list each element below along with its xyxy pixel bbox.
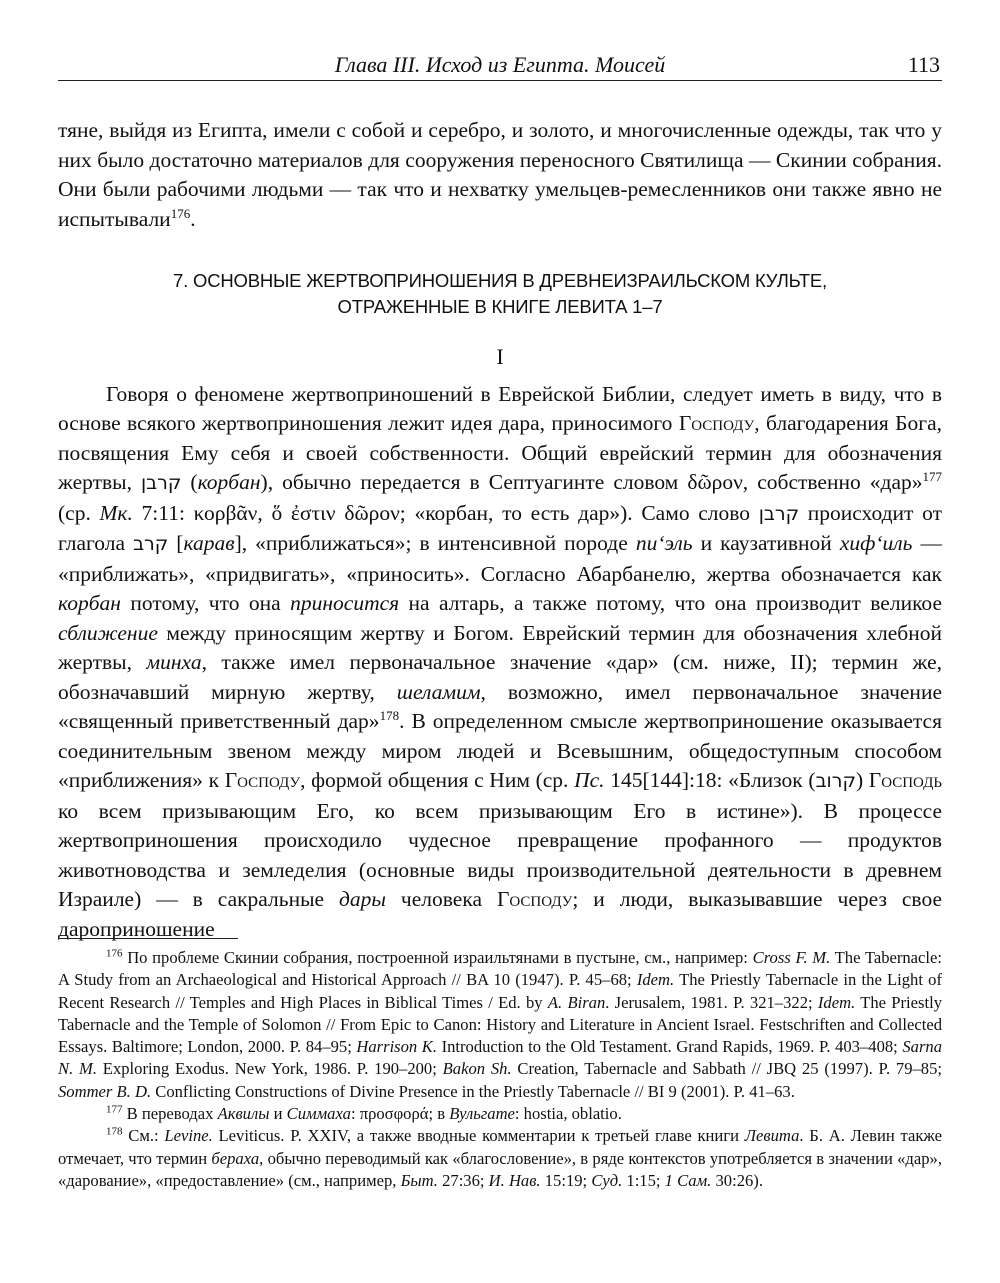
text-run: Аквилы (217, 1104, 270, 1124)
page-header (58, 50, 942, 81)
text-run: И. Нав. (488, 1170, 541, 1190)
text-run: Суд. (591, 1170, 623, 1190)
text-run: [ (168, 531, 184, 555)
text-run: минха (146, 650, 202, 674)
text-run: ], «приближаться»; в интенсивной породе (234, 531, 636, 555)
text-run: . Б. А. Левин также отмечает, что термин (58, 1126, 943, 1168)
text-run: приносится (290, 591, 400, 615)
text-run: 30:26). (711, 1170, 763, 1190)
text-run: Leviticus. P. XXIV, а также вводные комментарии к третьей главе книги (212, 1126, 745, 1146)
text-run: ) (855, 768, 869, 792)
text-run: : προσφορά; в (350, 1104, 450, 1124)
footnotes (58, 947, 942, 1192)
text-run: 177 (106, 1103, 123, 1116)
text-run: . Jerusalem, 1981. P. 321–322; (605, 992, 818, 1012)
text-run: Cross F. M. (752, 948, 831, 967)
text-run: ), обычно передается в Септуагинте словом δῶρον, собственно «дар» (260, 470, 923, 494)
text-run: дары (339, 887, 386, 911)
text-run: Господь (868, 768, 942, 792)
text-run: A. Biran (547, 992, 606, 1012)
text-run: , благодарения Бога, посвящения Ему себя и своей собственности. Общий еврейский термин для обозначения жертвы, (58, 411, 942, 494)
text-run: 1 Сам. (664, 1170, 712, 1190)
text-run: происходит от глагола (58, 500, 942, 555)
text-run: В переводах (122, 1104, 218, 1124)
text-run: Говоря о феномене жертвоприношений в Еврейской Библии, следует иметь в виду, что в основе всякого жертвоприношения лежит идея дара, приносимого (58, 381, 942, 435)
text-run: пи‘эль (635, 531, 693, 555)
text-run: тяне, выйдя из Египта, имели с собой и серебро, и золото, и многочисленные одежды, так что у них было достаточно материалов для сооружения переносного Святилища — Скинии собрания. Они были рабочими людьми — так что и нехватку умельцев-ремесленников они также явно не испытывали (58, 118, 942, 231)
text-run: 145[144]:18: «Близок ( (604, 768, 816, 792)
text-run: шеламим (396, 679, 481, 704)
text-run: Idem. (817, 992, 856, 1012)
text-run: Господу (496, 887, 573, 911)
text-run: См.: (122, 1126, 165, 1146)
text-run: 176 (106, 947, 123, 960)
text-run: (ср. (58, 500, 100, 525)
text-run: Вульгате (449, 1104, 515, 1124)
text-run: Симмаха (286, 1104, 351, 1124)
footnote-177 (58, 1103, 942, 1125)
text-run: Пс. (574, 768, 605, 792)
main-text (58, 116, 942, 944)
footnote-ref-177[interactable]: 177 (922, 468, 942, 484)
text-run: Господу (678, 411, 755, 435)
paragraph-continuation (58, 116, 942, 234)
text-run: По проблеме Скинии собрания, построенной израильтянами в пустыне, см., например: (122, 948, 753, 967)
text-run: на алтарь, а также потому, что она производит великое (399, 591, 942, 615)
subsection-numeral: I (496, 344, 504, 369)
text-run: Sommer B. D. (58, 1081, 152, 1101)
text-run: Exploring Exodus. New York, 1986. P. 190–200; (97, 1059, 443, 1079)
text-run: Быт. (400, 1170, 438, 1190)
footnote-ref-178[interactable]: 178 (379, 707, 400, 723)
text-run: 1:15; (622, 1170, 665, 1190)
text-run: и (269, 1104, 287, 1124)
text-run: Господу (224, 768, 301, 792)
text-run: Conflicting Constructions of Divine Presence in the Priestly Tabernacle // BI 9 (2001). P. 41–63. (151, 1081, 795, 1101)
text-run: 15:19; (540, 1170, 592, 1190)
text-run: и каузативной (692, 531, 840, 555)
page-number: 113 (907, 52, 940, 77)
text-run: между приносящим жертву и Богом. Еврейский термин для обозначения хлебной жертвы, (58, 620, 942, 674)
text-run: , обычно переводимый как «благословение», в ряде контекстов употребляется в значении «дар», «дарование», «предоставление» (см., например, (58, 1148, 942, 1190)
text-run: ; и люди, выказывавшие через свое дароприношение (58, 887, 942, 941)
text-run: ОТРАЖЕННЫЕ В КНИГЕ ЛЕВИТА 1–7 (337, 296, 663, 317)
text-run: 7:11: κορβᾶν, ὅ ἐστιν δῶρον; «корбан, то есть дар»). Само слово (132, 500, 759, 525)
text-run: человека (385, 887, 497, 911)
text-run: карав (183, 531, 235, 555)
text-run: Idem. (636, 970, 675, 990)
footnote-ref-176[interactable]: 176 (170, 205, 191, 221)
text-run: Bakon Sh. (442, 1059, 512, 1079)
text-run: — «приближать», «придвигать», «приносить». Согласно Абарбанелю, жертва обозначается как (58, 531, 943, 586)
text-run: . (190, 206, 196, 231)
text-run: 27:36; (437, 1170, 489, 1190)
text-run: , возможно, имел первоначальное значение «священный приветственный дар» (58, 679, 942, 733)
paragraph-sacrifice (58, 380, 942, 945)
text-run: , формой общения с Ним (ср. (300, 768, 575, 792)
hebrew-karov: קרוב (815, 770, 856, 792)
text-run: ( (181, 470, 198, 494)
text-run: 7. ОСНОВНЫЕ ЖЕРТВОПРИНОШЕНИЯ В ДРЕВНЕИЗРАИЛЬСКОМ КУЛЬТЕ, (173, 270, 827, 291)
text-run: сближение (58, 620, 158, 645)
text-run: хиф‘иль (839, 531, 913, 555)
text-run: Harrison K. (356, 1037, 438, 1057)
text-run: Levine. (164, 1126, 213, 1146)
footnote-divider (58, 938, 238, 939)
text-run: : hostia, oblatio. (514, 1104, 622, 1124)
hebrew-korban-2: קרבן (758, 502, 800, 525)
text-run: потому, что она (120, 591, 291, 615)
text-run: , также имел первоначальное значение «дар» (см. ниже, II); термин же, обозначавший мирную жертву, (58, 650, 943, 704)
text-run: The Priestly Tabernacle and the Temple of Solomon // From Epic to Canon: History and Literature in Ancient Israel. Festschriften and Collected Essays. Baltimore; London, 2000. P. 84–95; (58, 992, 943, 1057)
footnote-178 (58, 1125, 942, 1192)
text-run: Левита (744, 1126, 800, 1146)
footnote-176 (58, 947, 942, 1103)
running-head: Глава III. Исход из Египта. Моисей (334, 52, 666, 77)
text-run: Мк. (99, 500, 133, 525)
hebrew-korban: קרבן (140, 472, 182, 494)
text-run: корбан (197, 470, 261, 494)
text-run: The Priestly Tabernacle in the Light of Recent Research // Temples and High Places in Biblical Times / Ed. by (58, 970, 942, 1012)
text-run: ко всем призывающим Его, ко всем призывающим Его в истине»). В процессе жертвоприношения происходило чудесное превращение профанного — продуктов животноводства и земледелия (основные виды производительной деятельности в древнем Израиле) — в сакральные (58, 798, 942, 911)
text-run: The Tabernacle: A Study from an Archaeological and Historical Approach // BA 10 (1947). P. 45–68; (58, 948, 943, 990)
text-run: корбан (58, 591, 121, 615)
section-title (58, 268, 942, 320)
text-run: . В определенном смысле жертвоприношение оказывается соединительным звеном между миром людей и Всевышним, общедоступным способом «приближения» к (58, 709, 942, 792)
text-run: 178 (106, 1125, 123, 1138)
text-run: Sarna N. M. (58, 1037, 942, 1079)
text-run: бераха (211, 1148, 260, 1168)
hebrew-karav: קרב (133, 533, 169, 555)
text-run: Creation, Tabernacle and Sabbath // JBQ 25 (1997). P. 79–85; (511, 1059, 942, 1079)
text-run: Introduction to the Old Testament. Grand Rapids, 1969. P. 403–408; (437, 1037, 903, 1057)
